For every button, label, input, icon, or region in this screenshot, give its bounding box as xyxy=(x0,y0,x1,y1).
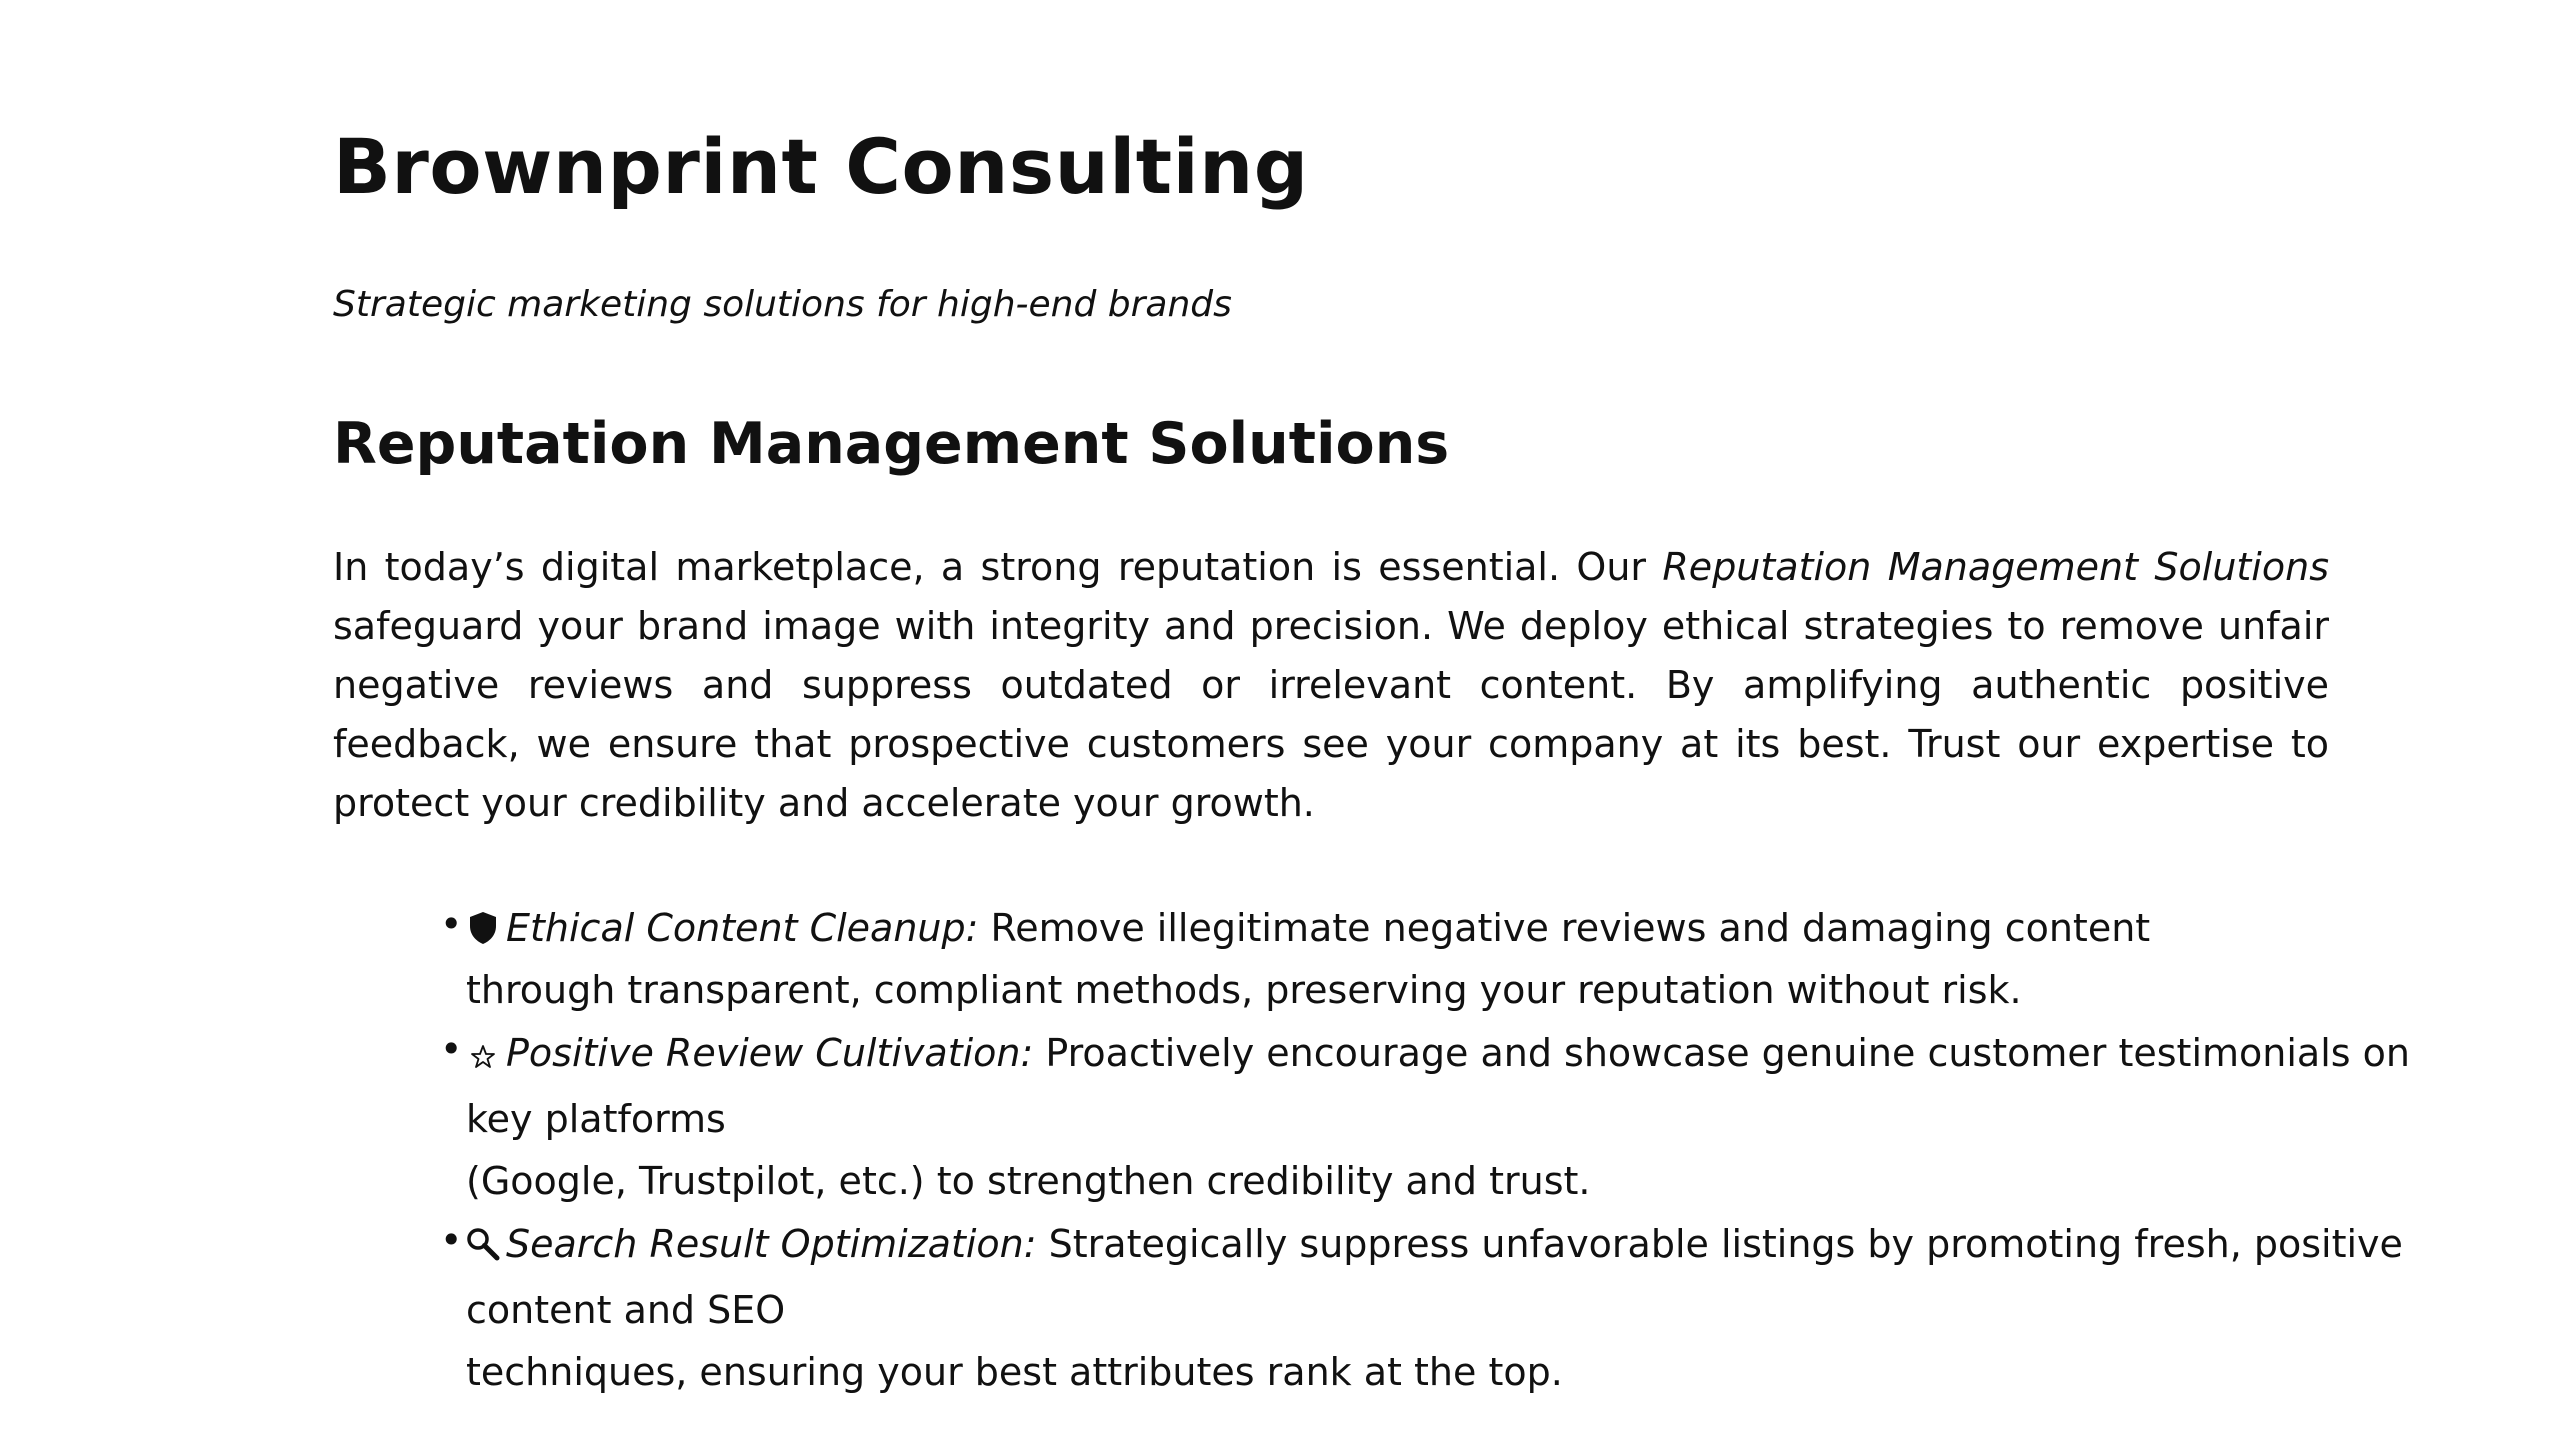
magnifier-icon xyxy=(466,1211,500,1277)
feature-text-continued: techniques, ensuring your best attributes rank at the top. xyxy=(466,1350,1563,1394)
feature-text-continued: (Google, Trustpilot, etc.) to strengthen credibility and trust. xyxy=(466,1159,1591,1203)
list-item xyxy=(440,895,2440,1020)
list-item xyxy=(440,1211,2440,1402)
feature-label: Search Result Optimization: xyxy=(506,1222,1037,1266)
feature-text: Strategically suppress unfavorable listings by promoting fresh, positive xyxy=(1036,1222,2403,1266)
intro-emphasis: Reputation Management Solutions xyxy=(1662,545,2330,589)
bullet: • xyxy=(440,1027,463,1071)
intro-paragraph xyxy=(333,538,2329,833)
bullet: • xyxy=(440,1218,463,1262)
star-icon xyxy=(466,1020,500,1086)
intro-text-after: safeguard your brand image with integrity and precision. We deploy ethical strategies to remove unfair negative reviews and suppress outdated or irrelevant content. By amplifying authentic positive feedback, we ensure that prospective customers see your company at its best. Trust our expertise to protect your credibility and accelerate your growth. xyxy=(333,604,2329,825)
feature-text-continued: content and SEO xyxy=(466,1288,786,1332)
section-heading: Reputation Management Solutions xyxy=(333,411,1450,477)
feature-text-continued: key platforms xyxy=(466,1097,726,1141)
feature-list xyxy=(333,895,2440,1402)
feature-label: Positive Review Cultivation: xyxy=(506,1031,1034,1075)
feature-text: Remove illegitimate negative reviews and damaging content xyxy=(978,906,2151,950)
bullet: • xyxy=(440,902,463,946)
page-title: Brownprint Consulting xyxy=(333,122,1309,211)
feature-text-continued: through transparent, compliant methods, preserving your reputation without risk. xyxy=(466,968,2022,1012)
tagline: Strategic marketing solutions for high-end brands xyxy=(333,284,1232,325)
feature-label: Ethical Content Cleanup: xyxy=(506,906,979,950)
feature-text: Proactively encourage and showcase genuine customer testimonials on xyxy=(1033,1031,2410,1075)
list-item xyxy=(440,1020,2440,1211)
intro-text-before: In today’s digital marketplace, a strong reputation is essential. Our xyxy=(333,545,1663,589)
shield-icon xyxy=(466,895,500,961)
main-content xyxy=(333,112,2410,1402)
